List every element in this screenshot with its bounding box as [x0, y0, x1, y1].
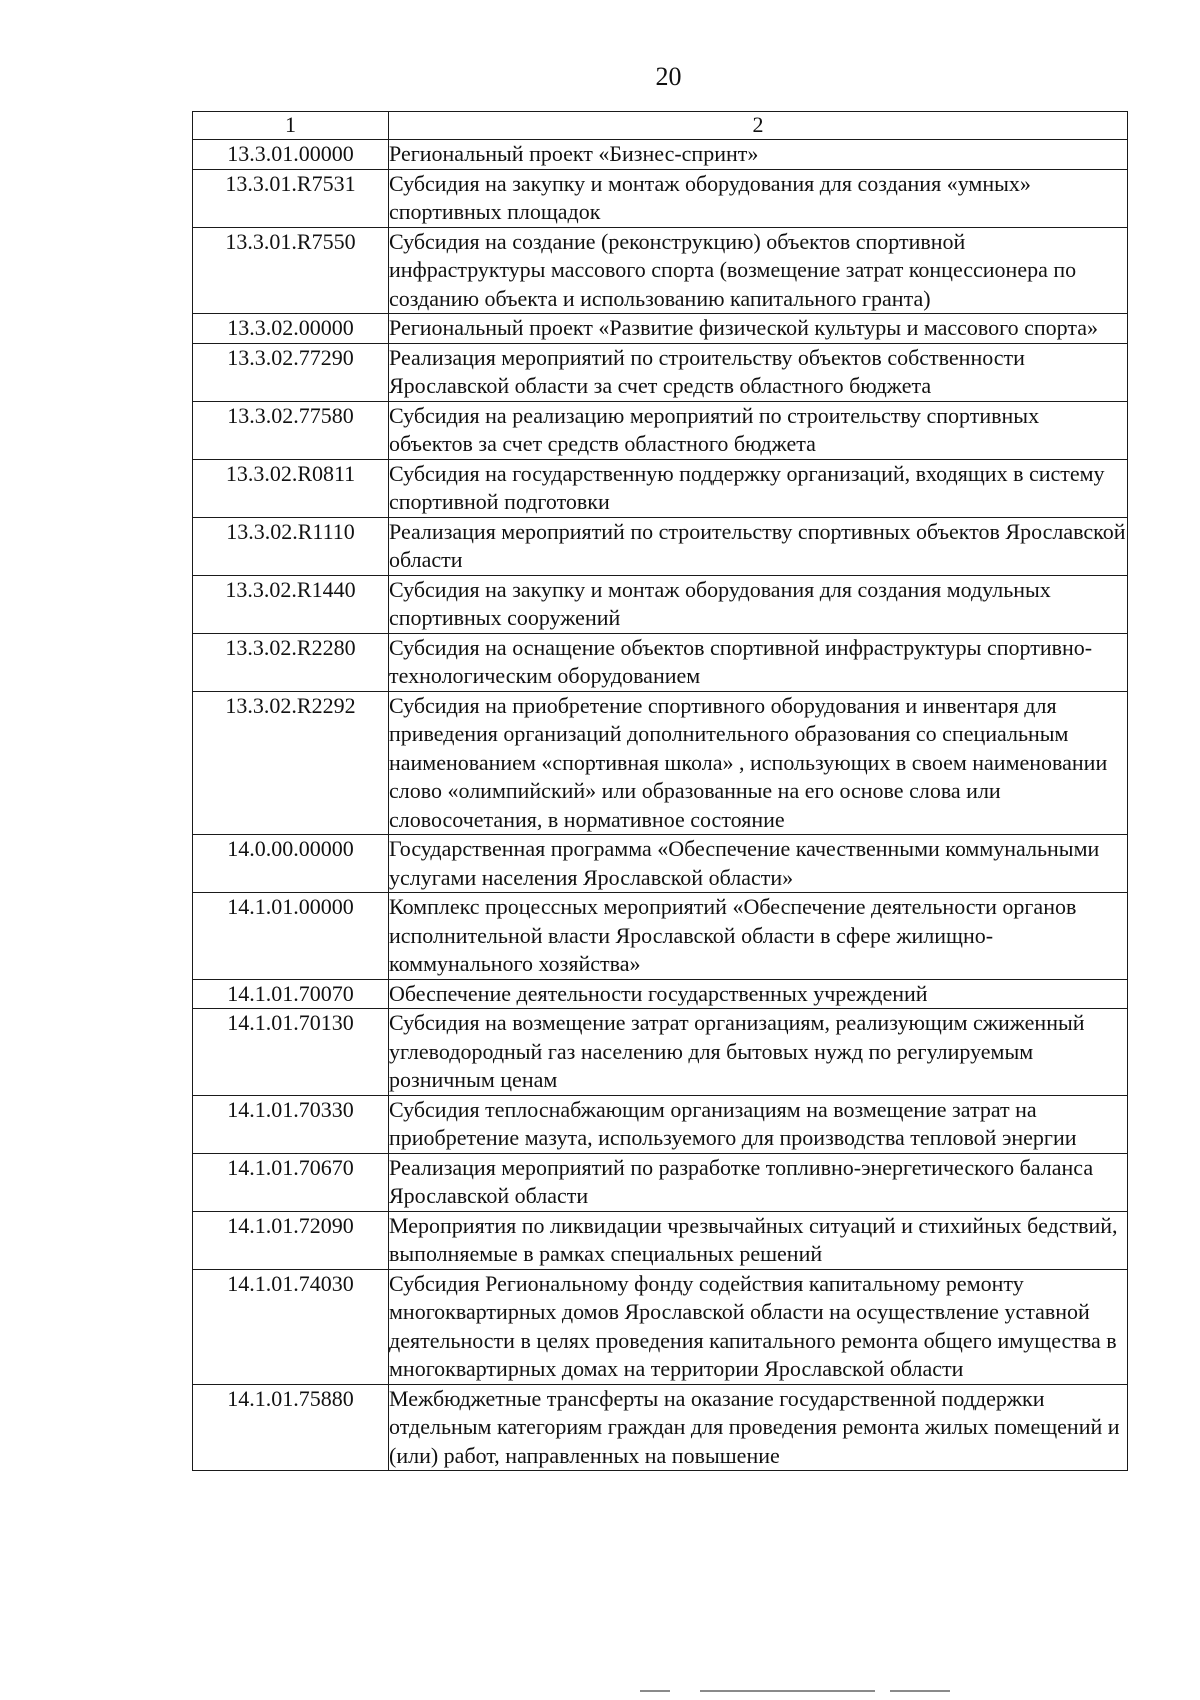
table-row: [193, 140, 1128, 170]
row-code: 13.3.01.00000: [193, 140, 389, 170]
table-row: [193, 459, 1128, 517]
row-description: Субсидия на закупку и монтаж оборудования для создания модульных спортивных сооружений: [389, 575, 1128, 633]
table-row: [193, 1095, 1128, 1153]
row-description: Субсидия на приобретение спортивного оборудования и инвентаря для приведения организаций дополнительного образования со специальным наименованием «спортивная школа» , использующих в своем наименовании слово «олимпийский» или образованные на его основе слова или словосочетания, в нормативное состояние: [389, 691, 1128, 835]
table-row: [193, 979, 1128, 1009]
table-row: [193, 575, 1128, 633]
row-code: 14.1.01.72090: [193, 1211, 389, 1269]
row-code: 13.3.01.R7531: [193, 169, 389, 227]
row-description: Субсидия на возмещение затрат организациям, реализующим сжиженный углеводородный газ населению для бытовых нужд по регулируемым розничным ценам: [389, 1009, 1128, 1096]
row-description: Мероприятия по ликвидации чрезвычайных ситуаций и стихийных бедствий, выполняемые в рамках специальных решений: [389, 1211, 1128, 1269]
column-header-code: 1: [193, 112, 389, 140]
row-description: Региональный проект «Развитие физической культуры и массового спорта»: [389, 314, 1128, 344]
table-row: [193, 227, 1128, 314]
table-row: [193, 1009, 1128, 1096]
scan-artifact-line: [700, 1690, 875, 1692]
scan-artifact-line: [890, 1690, 950, 1692]
row-code: 14.1.01.70130: [193, 1009, 389, 1096]
page-number: 20: [655, 62, 682, 91]
row-code: 14.1.01.70330: [193, 1095, 389, 1153]
row-code: 13.3.02.R1110: [193, 517, 389, 575]
row-code: 13.3.02.R2280: [193, 633, 389, 691]
row-code: 14.1.01.75880: [193, 1384, 389, 1471]
row-code: 13.3.02.R2292: [193, 691, 389, 835]
table-row: [193, 893, 1128, 980]
table-row: [193, 1211, 1128, 1269]
row-code: 13.3.02.00000: [193, 314, 389, 344]
table-row: [193, 1384, 1128, 1471]
row-description: Комплекс процессных мероприятий «Обеспечение деятельности органов исполнительной власти Ярославской области в сфере жилищно-коммунального хозяйства»: [389, 893, 1128, 980]
row-description: Обеспечение деятельности государственных учреждений: [389, 979, 1128, 1009]
row-code: 13.3.02.77290: [193, 343, 389, 401]
table-row: [193, 1269, 1128, 1384]
row-description: Государственная программа «Обеспечение качественными коммунальными услугами населения Ярославской области»: [389, 835, 1128, 893]
table-row: [193, 835, 1128, 893]
row-code: 14.1.01.00000: [193, 893, 389, 980]
table-row: [193, 314, 1128, 344]
row-code: 13.3.02.R1440: [193, 575, 389, 633]
row-code: 13.3.02.R0811: [193, 459, 389, 517]
table-row: [193, 517, 1128, 575]
row-code: 14.0.00.00000: [193, 835, 389, 893]
budget-codes-table: [192, 111, 1128, 1471]
row-description: Субсидия на закупку и монтаж оборудования для создания «умных» спортивных площадок: [389, 169, 1128, 227]
row-description: Субсидия теплоснабжающим организациям на возмещение затрат на приобретение мазута, используемого для производства тепловой энергии: [389, 1095, 1128, 1153]
table-header-row: [193, 112, 1128, 140]
row-description: Субсидия на оснащение объектов спортивной инфраструктуры спортивно-технологическим оборудованием: [389, 633, 1128, 691]
row-description: Субсидия на государственную поддержку организаций, входящих в систему спортивной подготовки: [389, 459, 1128, 517]
row-description: Реализация мероприятий по строительству объектов собственности Ярославской области за счет средств областного бюджета: [389, 343, 1128, 401]
table-body: [193, 140, 1128, 1471]
table-row: [193, 343, 1128, 401]
table-row: [193, 1153, 1128, 1211]
row-code: 13.3.02.77580: [193, 401, 389, 459]
row-code: 13.3.01.R7550: [193, 227, 389, 314]
table-row: [193, 691, 1128, 835]
row-description: Субсидия на создание (реконструкцию) объектов спортивной инфраструктуры массового спорта (возмещение затрат концессионера по созданию объекта и использованию капитального гранта): [389, 227, 1128, 314]
row-description: Субсидия на реализацию мероприятий по строительству спортивных объектов за счет средств областного бюджета: [389, 401, 1128, 459]
row-description: Реализация мероприятий по разработке топливно-энергетического баланса Ярославской области: [389, 1153, 1128, 1211]
table-row: [193, 633, 1128, 691]
scan-artifact-line: [640, 1690, 670, 1692]
column-header-description: 2: [389, 112, 1128, 140]
row-description: Региональный проект «Бизнес-спринт»: [389, 140, 1128, 170]
row-description: Субсидия Региональному фонду содействия капитальному ремонту многоквартирных домов Ярославской области на осуществление уставной деятельности в целях проведения капитального ремонта общего имущества в многоквартирных домах на территории Ярославской области: [389, 1269, 1128, 1384]
table-row: [193, 401, 1128, 459]
row-description: Реализация мероприятий по строительству спортивных объектов Ярославской области: [389, 517, 1128, 575]
row-code: 14.1.01.70670: [193, 1153, 389, 1211]
row-code: 14.1.01.70070: [193, 979, 389, 1009]
row-description: Межбюджетные трансферты на оказание государственной поддержки отдельным категориям граждан для проведения ремонта жилых помещений и (или) работ, направленных на повышение: [389, 1384, 1128, 1471]
table-row: [193, 169, 1128, 227]
row-code: 14.1.01.74030: [193, 1269, 389, 1384]
